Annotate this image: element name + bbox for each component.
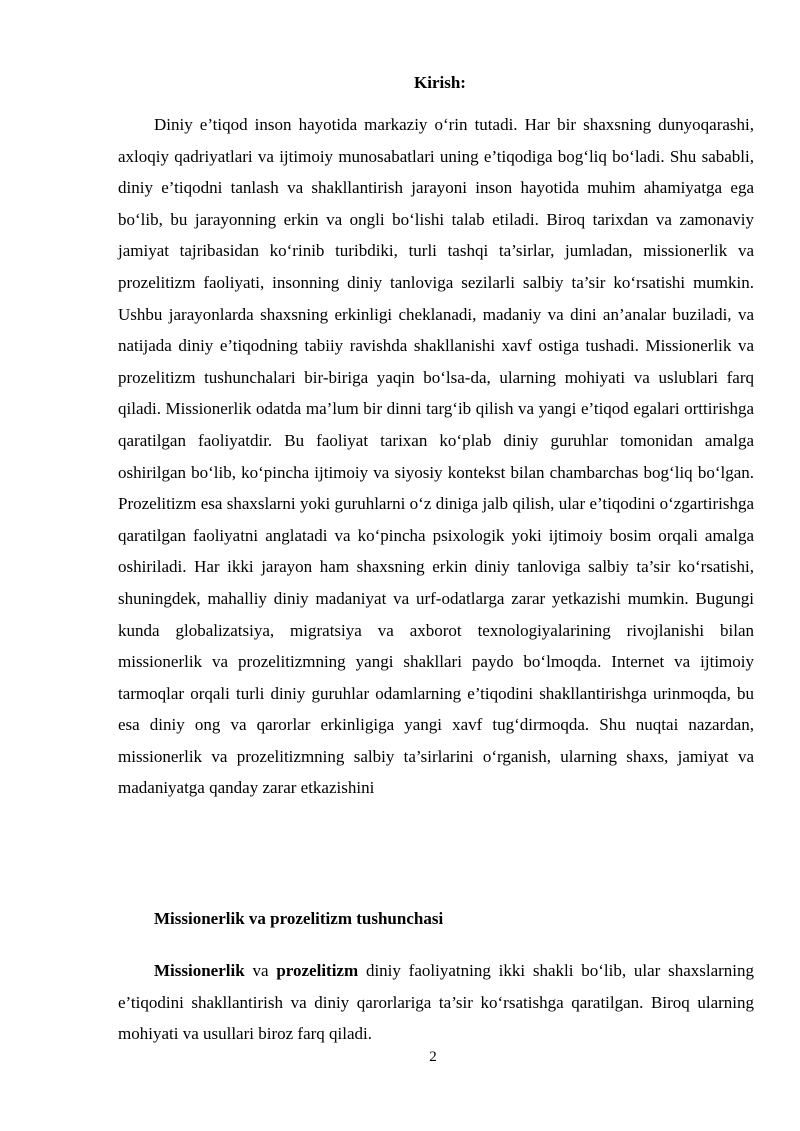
subsection-heading: Missionerlik va prozelitizm tushunchasi [154,909,444,928]
conjunction-text: va [252,961,269,980]
intro-paragraph: Diniy e’tiqod inson hayotida markaziy o‘rin tutadi. Har bir shaxsning dunyoqarashi, axloqiy qadriyatlari va ijtimoiy munosabatlari uning e’tiqodiga bog‘liq bo‘ladi. Shu sababli, diniy e’tiqodni tanlash va shakllantirish jarayoni inson hayotida muhim ahamiyatga ega bo‘lib, bu jarayonning erkin va ongli bo‘lishi talab etiladi. Biroq tarixdan va zamonaviy jamiyat tajribasidan ko‘rinib turibdiki, turli tashqi ta’sirlar, jumladan, missionerlik va prozelitizm faoliyati, insonning diniy tanloviga sezilarli salbiy ta’sir ko‘rsatishi mumkin. Ushbu jarayonlarda shaxsning erkinligi cheklanadi, madaniy va dini an’analar buziladi, va natijada diniy e’tiqodning tabiiy ravishda shakllanishi xavf ostiga tushadi. Missionerlik va prozelitizm tushunchalari bir-biriga yaqin bo‘lsa-da, ularning mohiyati va uslublari farq qiladi. Missionerlik odatda ma’lum bir dinni targ‘ib qilish va yangi e’tiqod egalari orttirishga qaratilgan faoliyatdir. Bu faoliyat tarixan ko‘plab diniy guruhlar tomonidan amalga oshirilgan bo‘lib, ko‘pincha ijtimoiy va siyosiy kontekst bilan chambarchas bog‘liq bo‘lgan. Prozelitizm esa shaxslarni yoki guruhlarni o‘z diniga jalb qilish, ular e’tiqodini o‘zgartirishga qaratilgan faoliyatni anglatadi va ko‘pincha psixologik yoki ijtimoiy bosim orqali amalga oshiriladi. Har ikki jarayon ham shaxsning erkin diniy tanloviga salbiy ta’sir ko‘rsatishi, shuningdek, mahalliy diniy madaniyat va urf-odatlarga zarar yetkazishi mumkin. Bugungi kunda globalizatsiya, migratsiya va axborot texnologiyalarining rivojlanishi bilan missionerlik va prozelitizmning yangi shakllari paydo bo‘lmoqda. Internet va ijtimoiy tarmoqlar orqali turli diniy guruhlar odamlarning e’tiqodini shakllantirishga urinmoqda, bu esa diniy ong va qarorlar erkinligiga yangi xavf tug‘dirmoqda. Shu nuqtai nazardan, missionerlik va prozelitizmning salbiy ta’sirlarini o‘rganish, ularning shaxs, jamiyat va madaniyatga qanday zarar etkazishini [118,115,754,798]
term-missionerlik: Missionerlik [154,961,245,980]
section-heading: Kirish: [414,73,466,92]
term-prozelitizm: prozelitizm [276,961,359,980]
definition-text: diniy faoliyatning ikki shakli bo‘lib, ular shaxslarning e’tiqodini shakllantirish va diniy qarorlariga ta’sir ko‘rsatishga qaratilgan. Biroq ularning mohiyati va usullari biroz farq qiladi. [118,961,755,1044]
page-number: 2 [429,1049,437,1065]
definition-paragraph [118,955,754,1050]
